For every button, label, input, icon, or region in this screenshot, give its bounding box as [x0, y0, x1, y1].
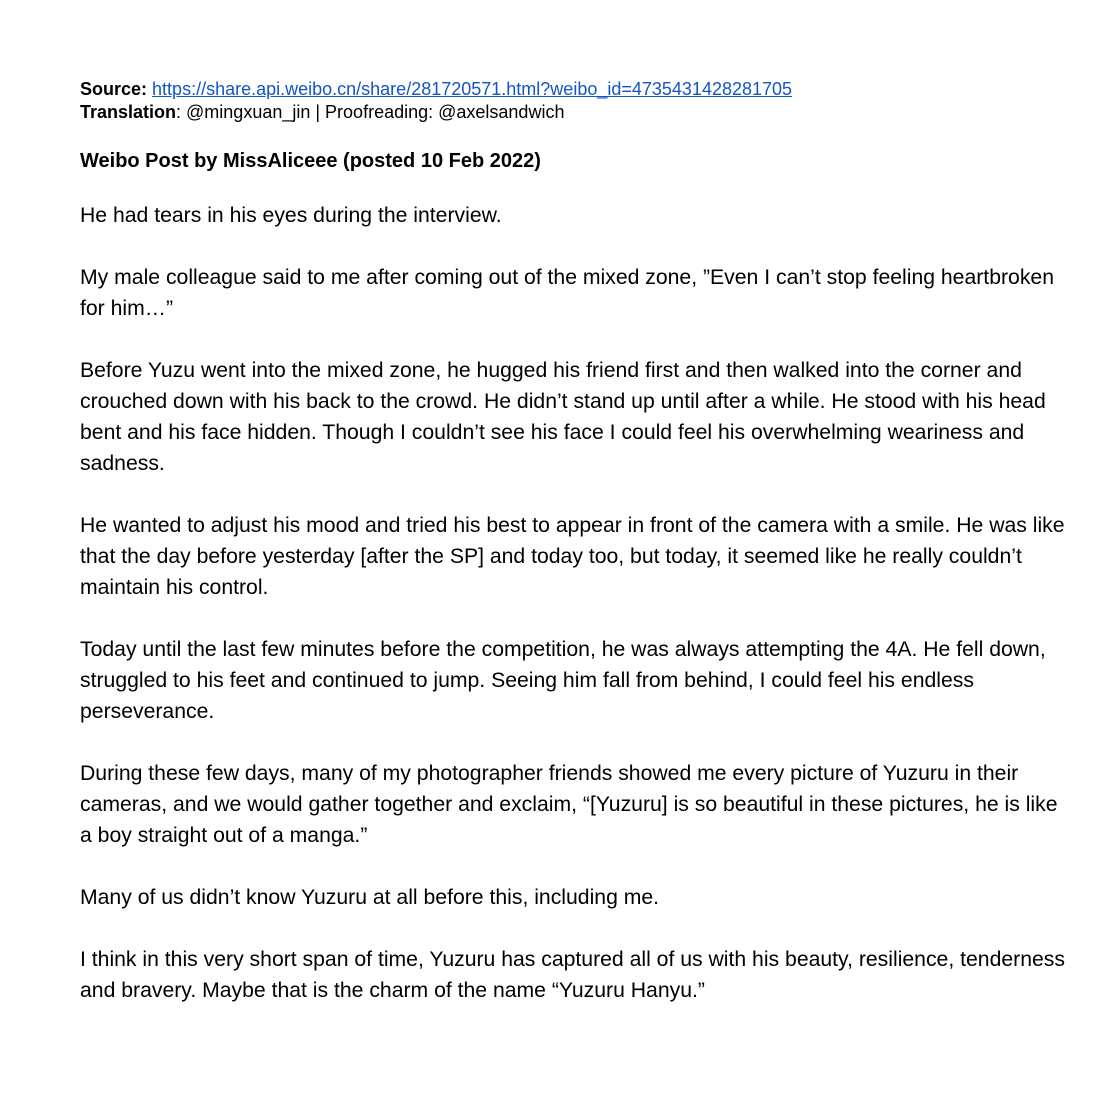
- source-label: Source:: [80, 79, 148, 99]
- paragraph: He had tears in his eyes during the interview.: [80, 204, 502, 227]
- paragraph: I think in this very short span of time, Yuzuru has captured all of us with his beauty, resilience, tenderness and bravery. Maybe that is the charm of the name “Yuzuru Hanyu.”: [80, 948, 1065, 1002]
- document-page: [80, 78, 1070, 1006]
- translation-credits: : @mingxuan_jin | Proofreading: @axelsandwich: [176, 102, 565, 122]
- paragraph: During these few days, many of my photographer friends showed me every picture of Yuzuru in their cameras, and we would gather together and exclaim, “[Yuzuru] is so beautiful in these pictures, he is like a boy straight out of a manga.”: [80, 762, 1058, 847]
- source-link[interactable]: https://share.api.weibo.cn/share/281720571.html?weibo_id=4735431428281705: [152, 79, 793, 99]
- post-body: [80, 200, 1070, 1006]
- paragraph: Before Yuzu went into the mixed zone, he hugged his friend first and then walked into the corner and crouched down with his back to the crowd. He didn’t stand up until after a while. He stood with his head bent and his face hidden. Though I couldn’t see his face I could feel his overwhelming weariness and sadness.: [80, 359, 1046, 475]
- translation-label: Translation: [80, 102, 177, 122]
- paragraph: My male colleague said to me after coming out of the mixed zone, ”Even I can’t stop feeling heartbroken for him…”: [80, 266, 1054, 320]
- translation-line: [80, 101, 1070, 124]
- paragraph: Today until the last few minutes before the competition, he was always attempting the 4A. He fell down, struggled to his feet and continued to jump. Seeing him fall from behind, I could feel his endless perseverance.: [80, 638, 1046, 723]
- post-title: Weibo Post by MissAliceee (posted 10 Feb 2022): [80, 150, 541, 172]
- source-credits: [80, 78, 1070, 124]
- paragraph: He wanted to adjust his mood and tried his best to appear in front of the camera with a smile. He was like that the day before yesterday [after the SP] and today too, but today, it seemed like he really couldn’t maintain his control.: [80, 514, 1065, 599]
- source-line: [80, 78, 1070, 101]
- paragraph: Many of us didn’t know Yuzuru at all before this, including me.: [80, 886, 660, 909]
